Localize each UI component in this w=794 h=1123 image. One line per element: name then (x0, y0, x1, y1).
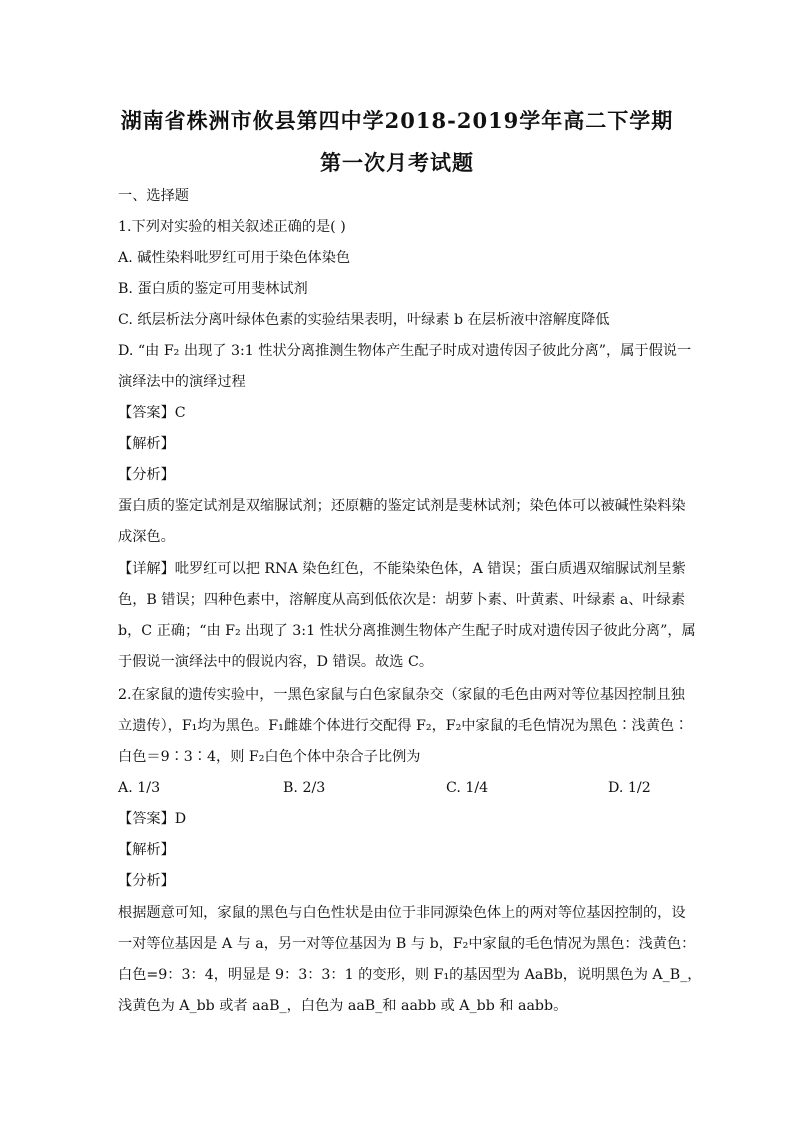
q1-jiexi-heading: 【解析】 (118, 436, 175, 452)
q2-option-b: B. 2/3 (283, 780, 326, 796)
q2-answer: 【答案】D (118, 811, 187, 827)
q1-option-d-line-2: 演绎法中的演绎过程 (118, 374, 246, 390)
document-title-line-1: 湖南省株洲市攸县第四中学2018-2019学年高二下学期 (120, 108, 674, 133)
q1-analysis-line-1: 蛋白质的鉴定试剂是双缩脲试剂；还原糖的鉴定试剂是斐林试剂；染色体可以被碱性染料染 (118, 498, 686, 514)
q2-analysis-line-1: 根据题意可知，家鼠的黑色与白色性状是由位于非同源染色体上的两对等位基因控制的，设 (118, 905, 686, 921)
q2-analysis-line-2: 一对等位基因是 A 与 a，另一对等位基因为 B 与 b，F₂中家鼠的毛色情况为黑色：浅黄色： (118, 936, 696, 952)
q2-analysis-line-4: 浅黄色为 A_bb 或者 aaB_，白色为 aaB_和 aabb 或 A_bb 和 aabb。 (118, 998, 568, 1014)
q1-fenxi-heading: 【分析】 (118, 467, 175, 483)
q1-detail-line-4: 于假说一演绎法中的假说内容，D 错误。故选 C。 (118, 654, 434, 670)
q1-detail-line-3: b，C 正确；“由 F₂ 出现了 3:1 性状分离推测生物体产生配子时成对遗传因子彼此分离”，属 (118, 623, 696, 639)
q1-answer: 【答案】C (118, 405, 186, 421)
q2-option-a: A. 1/3 (118, 780, 161, 796)
q2-stem-line-2: 立遗传），F₁均为黑色。F₁雌雄个体进行交配得 F₂，F₂中家鼠的毛色情况为黑色∶浅黄色∶ (118, 718, 689, 734)
q1-option-a: A. 碱性染料吡罗红可用于染色体染色 (118, 250, 351, 266)
q1-detail-line-1: 【详解】吡罗红可以把 RNA 染色红色，不能染染色体，A 错误；蛋白质遇双缩脲试剂呈紫 (118, 561, 686, 577)
q2-stem-line-3: 白色＝9∶3∶4，则 F₂白色个体中杂合子比例为 (118, 749, 421, 765)
q1-stem: 1.下列对实验的相关叙述正确的是( ) (118, 219, 346, 235)
q1-option-d-line-1: D. “由 F₂ 出现了 3:1 性状分离推测生物体产生配子时成对遗传因子彼此分离”，属于假说一 (118, 343, 692, 359)
q1-analysis-line-2: 成深色。 (118, 529, 175, 545)
q2-analysis-line-3: 白色=9：3：4，明显是 9：3：3：1 的变形，则 F₁的基因型为 AaBb，说明黑色为 A_B_， (118, 967, 702, 983)
document-title-line-2: 第一次月考试题 (320, 150, 474, 175)
q2-option-c: C. 1/4 (446, 780, 489, 796)
q2-option-d: D. 1/2 (608, 780, 651, 796)
q1-option-c: C. 纸层析法分离叶绿体色素的实验结果表明，叶绿素 b 在层析液中溶解度降低 (118, 312, 610, 328)
q1-detail-line-2: 色，B 错误；四种色素中，溶解度从高到低依次是：胡萝卜素、叶黄素、叶绿素 a、叶绿素 (118, 592, 686, 608)
q2-fenxi-heading: 【分析】 (118, 873, 175, 889)
q1-option-b: B. 蛋白质的鉴定可用斐林试剂 (118, 281, 308, 297)
section-heading: 一、选择题 (118, 188, 189, 204)
q2-stem-line-1: 2.在家鼠的遗传实验中，一黑色家鼠与白色家鼠杂交（家鼠的毛色由两对等位基因控制且独 (118, 687, 685, 703)
q2-jiexi-heading: 【解析】 (118, 842, 175, 858)
